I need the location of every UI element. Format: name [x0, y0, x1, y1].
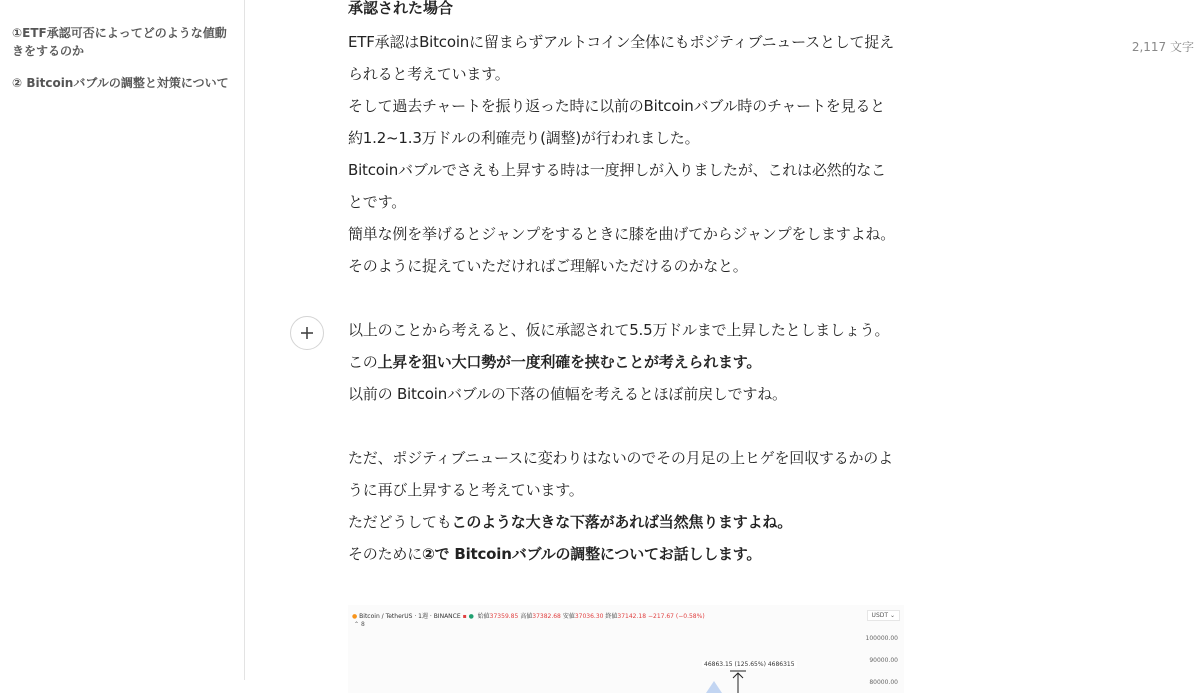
paragraph-line: ETF承認はBitcoinに留まらずアルトコイン全体にもポジティブニュースとして捉え — [348, 33, 894, 51]
measure-annotation: 46863.15 (125.65%) 4686315 — [704, 661, 795, 668]
paragraph-line — [348, 346, 908, 378]
currency-select[interactable] — [867, 610, 900, 621]
paragraph-line: 以上のことから考えると、仮に承認されて5.5万ドルまで上昇したとしましょう。 — [348, 321, 890, 339]
indicator-toggle[interactable] — [354, 621, 365, 628]
close-label: 終値 — [605, 613, 618, 620]
plus-icon — [299, 325, 315, 341]
table-of-contents — [0, 0, 245, 680]
bitcoin-logo-icon: ● — [352, 613, 358, 620]
add-block-button[interactable] — [290, 316, 324, 350]
paragraph-line: 以前の Bitcoinバブルの下落の値幅を考えるとほぼ前戻しですね。 — [348, 385, 787, 403]
bold-text: 上昇を狙い大口勢が一度利確を挟むことが考えられます。 — [377, 353, 762, 371]
indicator-count: 8 — [360, 621, 365, 628]
change-value: −217.67 (−0.58%) — [647, 613, 705, 620]
price-axis-label: 90000.00 — [869, 657, 898, 664]
paragraph-line: そして過去チャートを振り返った時に以前のBitcoinバブル時のチャートを見ると — [348, 97, 885, 115]
paragraph-line: られると考えています。 — [348, 65, 510, 83]
bold-text: このような大きな下落があれば当然焦りますよね。 — [451, 513, 793, 531]
paragraph-line: とです。 — [348, 193, 407, 211]
paragraph-line — [348, 506, 908, 538]
character-count: 2,117 文字 — [1131, 40, 1194, 54]
high-label: 高値 — [520, 613, 533, 620]
high-value: 37382.68 — [532, 613, 561, 620]
live-dot-icon: ● — [468, 613, 474, 620]
paragraph-line: Bitcoinバブルでさえも上昇する時は一度押しが入りましたが、これは必然的なこ — [348, 161, 886, 179]
paragraph-line: うに再び上昇すると考えています。 — [348, 481, 584, 499]
toc-item-etf[interactable]: ①ETF承認可否によってどのような値動きをするのか — [12, 26, 227, 58]
text-span: この — [348, 353, 378, 371]
low-value: 37036.30 — [574, 613, 604, 620]
paragraph-line — [348, 538, 908, 570]
market-flag-icon: ▪ — [462, 613, 467, 620]
chart-pair: Bitcoin / TetherUS · 1週 · BINANCE — [359, 613, 461, 620]
open-label: 始値 — [477, 613, 490, 620]
toc-item-bitcoin-bubble[interactable]: ② Bitcoinバブルの調整と対策について — [12, 76, 229, 90]
low-label: 安値 — [562, 613, 575, 620]
bold-text: ②で Bitcoinバブルの調整についてお話しします。 — [422, 545, 762, 563]
chart-header — [352, 611, 705, 620]
chevron-up-icon: ⌃ — [354, 621, 360, 628]
paragraph-line: そのように捉えていただければご理解いただけるのかなと。 — [348, 257, 748, 275]
article-editor[interactable] — [348, 0, 908, 570]
open-value: 37359.85 — [489, 613, 519, 620]
paragraph-line: ただ、ポジティブニュースに変わりはないのでその月足の上ヒゲを回収するかのよ — [348, 449, 893, 467]
price-area-shape — [702, 679, 732, 693]
paragraph-line: 約1.2~1.3万ドルの利確売り(調整)が行われました。 — [348, 129, 700, 147]
text-span: ただどうしても — [348, 513, 452, 531]
currency-label: USDT — [871, 612, 889, 619]
price-axis-label: 80000.00 — [869, 679, 898, 686]
close-value: 37142.18 — [617, 613, 647, 620]
price-axis-label: 100000.00 — [865, 635, 898, 642]
section-heading: 承認された場合 — [348, 0, 454, 17]
chevron-down-icon: ⌄ — [889, 612, 895, 619]
text-span: そのために — [348, 545, 423, 563]
chart-image[interactable] — [348, 605, 904, 693]
paragraph-line: 簡単な例を挙げるとジャンプをするときに膝を曲げてからジャンプをしますよね。 — [348, 225, 896, 243]
